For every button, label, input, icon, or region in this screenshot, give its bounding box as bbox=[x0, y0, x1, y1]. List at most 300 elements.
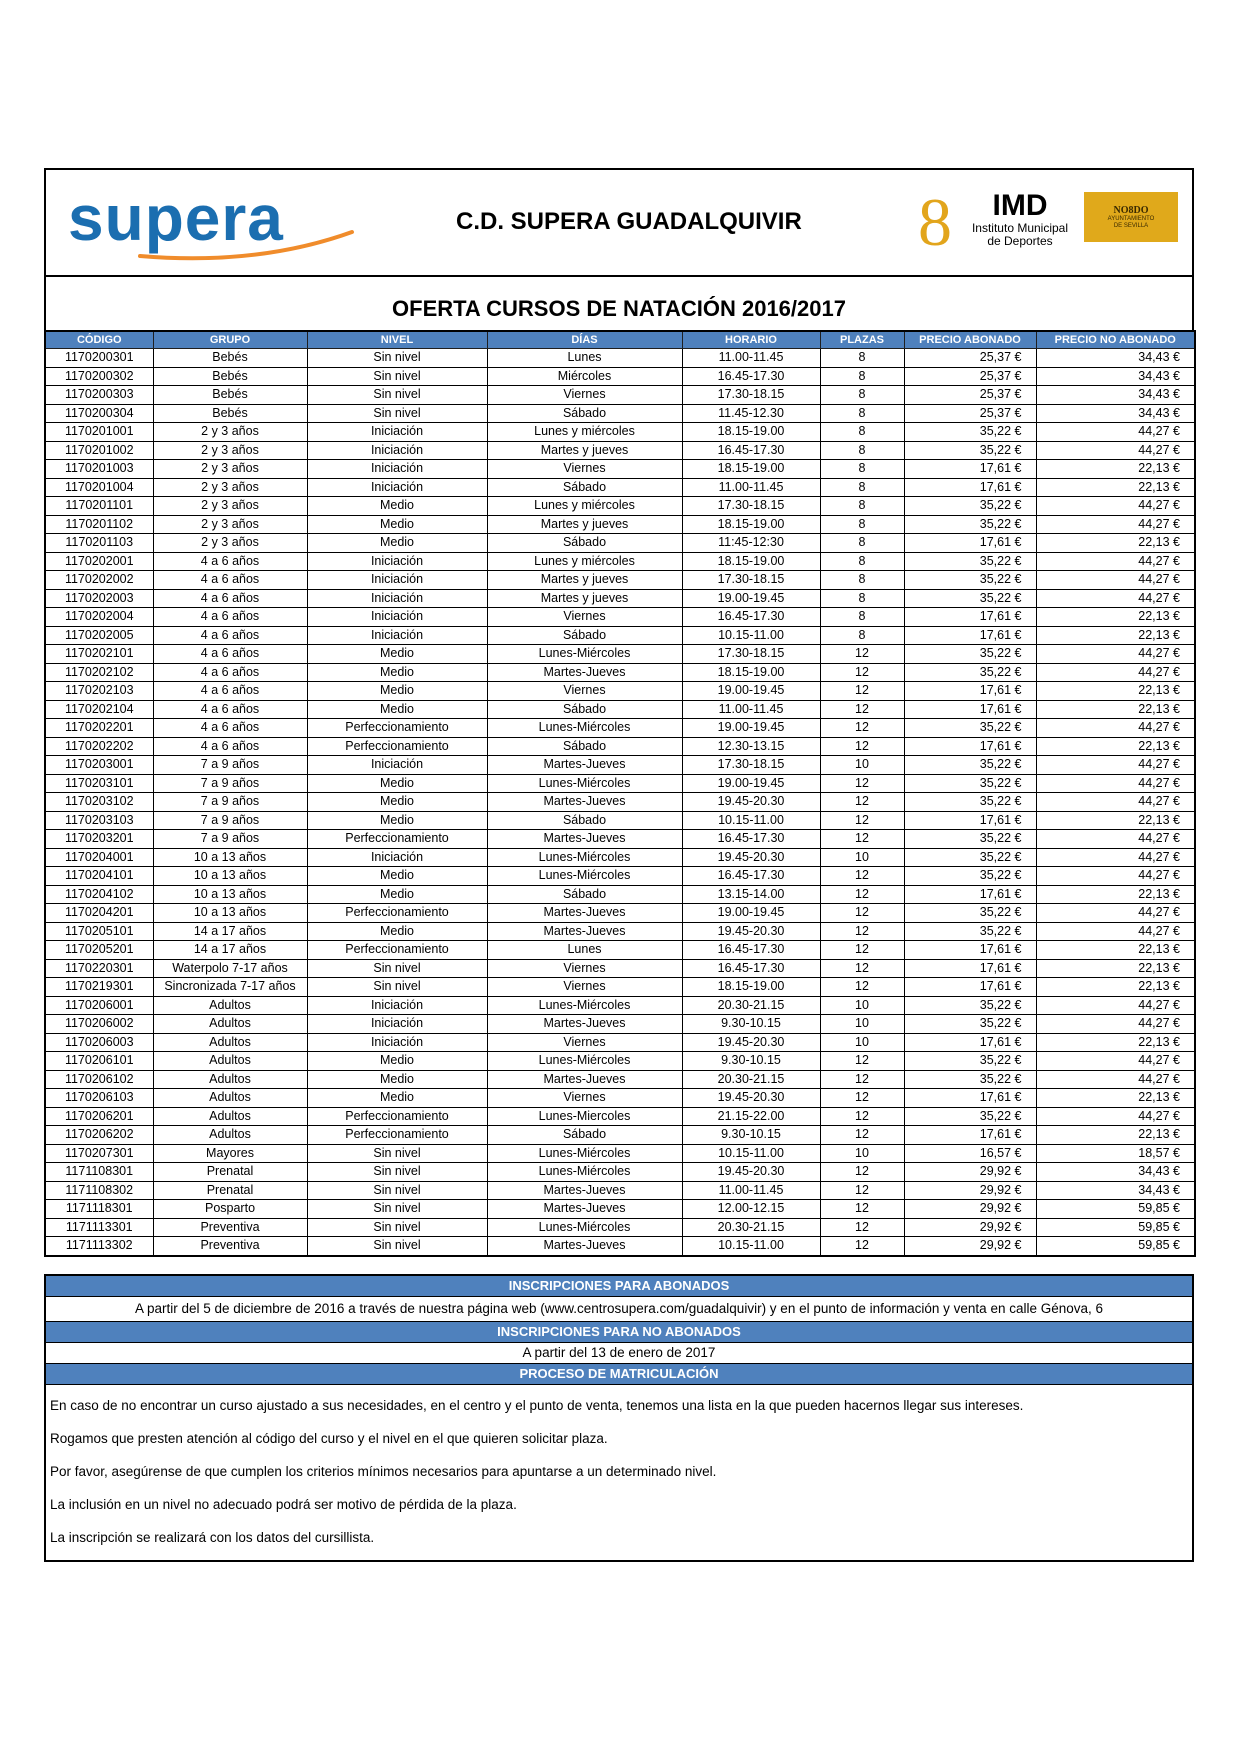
cell-horario: 11.00-11.45 bbox=[682, 349, 820, 368]
cell-horario: 18.15-19.00 bbox=[682, 552, 820, 571]
cell-codigo: 1170202001 bbox=[45, 552, 153, 571]
cell-plazas: 12 bbox=[820, 682, 904, 701]
cell-nivel: Perfeccionamiento bbox=[307, 941, 487, 960]
info-box bbox=[44, 1274, 1194, 1562]
cell-nivel: Medio bbox=[307, 922, 487, 941]
cell-codigo: 1170202104 bbox=[45, 700, 153, 719]
offer-title: OFERTA CURSOS DE NATACIÓN 2016/2017 bbox=[392, 296, 846, 321]
cell-precio-abonado: 29,92 € bbox=[904, 1181, 1036, 1200]
table-row bbox=[45, 1218, 1195, 1237]
imd-logo bbox=[918, 184, 1078, 260]
cell-precio-abonado: 17,61 € bbox=[904, 811, 1036, 830]
cell-plazas: 12 bbox=[820, 811, 904, 830]
cell-codigo: 1171118301 bbox=[45, 1200, 153, 1219]
cell-precio-no-abonado: 44,27 € bbox=[1036, 867, 1195, 886]
cell-codigo: 1170200302 bbox=[45, 367, 153, 386]
cell-codigo: 1170220301 bbox=[45, 959, 153, 978]
table-row bbox=[45, 478, 1195, 497]
cell-nivel: Medio bbox=[307, 497, 487, 516]
cell-grupo: Prenatal bbox=[153, 1181, 307, 1200]
cell-plazas: 12 bbox=[820, 1200, 904, 1219]
cell-codigo: 1170206002 bbox=[45, 1015, 153, 1034]
cell-horario: 9.30-10.15 bbox=[682, 1052, 820, 1071]
cell-grupo: Adultos bbox=[153, 1033, 307, 1052]
cell-grupo: Adultos bbox=[153, 996, 307, 1015]
cell-grupo: 4 a 6 años bbox=[153, 682, 307, 701]
cell-plazas: 8 bbox=[820, 626, 904, 645]
cell-codigo: 1170203102 bbox=[45, 793, 153, 812]
cell-nivel: Sin nivel bbox=[307, 1181, 487, 1200]
cell-codigo: 1170205201 bbox=[45, 941, 153, 960]
cell-nivel: Sin nivel bbox=[307, 959, 487, 978]
cell-dias: Lunes-Miércoles bbox=[487, 1163, 682, 1182]
cell-precio-no-abonado: 22,13 € bbox=[1036, 885, 1195, 904]
cell-nivel: Medio bbox=[307, 1070, 487, 1089]
cell-nivel: Sin nivel bbox=[307, 1218, 487, 1237]
cell-dias: Lunes y miércoles bbox=[487, 423, 682, 442]
abonados-text: A partir del 5 de diciembre de 2016 a través de nuestra página web (www.centrosupera.com/guadalquivir) y en el punto de información y venta en calle Génova, 6 bbox=[46, 1297, 1192, 1322]
cell-precio-abonado: 35,22 € bbox=[904, 423, 1036, 442]
cell-nivel: Medio bbox=[307, 645, 487, 664]
proceso-paragraph: La inscripción se realizará con los datos del cursillista. bbox=[50, 1530, 375, 1545]
cell-dias: Sábado bbox=[487, 626, 682, 645]
cell-precio-no-abonado: 22,13 € bbox=[1036, 608, 1195, 627]
cell-codigo: 1170203101 bbox=[45, 774, 153, 793]
cell-horario: 12.30-13.15 bbox=[682, 737, 820, 756]
abonados-heading: INSCRIPCIONES PARA ABONADOS bbox=[46, 1276, 1192, 1297]
imd-acronym: IMD bbox=[992, 189, 1048, 222]
proceso-paragraph: La inclusión en un nivel no adecuado podrá ser motivo de pérdida de la plaza. bbox=[50, 1497, 517, 1512]
cell-codigo: 1170206102 bbox=[45, 1070, 153, 1089]
cell-precio-abonado: 35,22 € bbox=[904, 996, 1036, 1015]
cell-grupo: 4 a 6 años bbox=[153, 571, 307, 590]
cell-dias: Martes-Jueves bbox=[487, 756, 682, 775]
table-row bbox=[45, 904, 1195, 923]
cell-codigo: 1170202101 bbox=[45, 645, 153, 664]
cell-plazas: 12 bbox=[820, 645, 904, 664]
table-row bbox=[45, 959, 1195, 978]
cell-grupo: Adultos bbox=[153, 1052, 307, 1071]
cell-codigo: 1170202103 bbox=[45, 682, 153, 701]
cell-nivel: Sin nivel bbox=[307, 386, 487, 405]
table-row bbox=[45, 460, 1195, 479]
supera-logo-text: supera bbox=[68, 182, 284, 254]
cell-codigo: 1170202004 bbox=[45, 608, 153, 627]
table-row bbox=[45, 1015, 1195, 1034]
table-row bbox=[45, 349, 1195, 368]
cell-precio-no-abonado: 22,13 € bbox=[1036, 1033, 1195, 1052]
table-row bbox=[45, 1181, 1195, 1200]
cell-plazas: 12 bbox=[820, 885, 904, 904]
cell-grupo: Adultos bbox=[153, 1126, 307, 1145]
cell-dias: Martes y jueves bbox=[487, 571, 682, 590]
cell-nivel: Medio bbox=[307, 1089, 487, 1108]
cell-horario: 10.15-11.00 bbox=[682, 626, 820, 645]
cell-horario: 9.30-10.15 bbox=[682, 1015, 820, 1034]
cell-nivel: Medio bbox=[307, 515, 487, 534]
table-row bbox=[45, 885, 1195, 904]
cell-horario: 16.45-17.30 bbox=[682, 941, 820, 960]
cell-plazas: 8 bbox=[820, 497, 904, 516]
table-row bbox=[45, 811, 1195, 830]
cell-nivel: Iniciación bbox=[307, 589, 487, 608]
cell-horario: 19.00-19.45 bbox=[682, 774, 820, 793]
cell-precio-no-abonado: 44,27 € bbox=[1036, 571, 1195, 590]
cell-precio-no-abonado: 44,27 € bbox=[1036, 922, 1195, 941]
cell-codigo: 1170204201 bbox=[45, 904, 153, 923]
cell-grupo: 2 y 3 años bbox=[153, 478, 307, 497]
cell-dias: Miércoles bbox=[487, 367, 682, 386]
cell-horario: 19.00-19.45 bbox=[682, 904, 820, 923]
col-dias: DÍAS bbox=[487, 331, 682, 349]
cell-precio-abonado: 35,22 € bbox=[904, 571, 1036, 590]
cell-dias: Lunes-Miércoles bbox=[487, 1052, 682, 1071]
table-row bbox=[45, 700, 1195, 719]
cell-dias: Viernes bbox=[487, 608, 682, 627]
cell-precio-abonado: 35,22 € bbox=[904, 774, 1036, 793]
ayto-line-1: AYUNTAMIENTO bbox=[1107, 215, 1155, 222]
cell-horario: 17.30-18.15 bbox=[682, 386, 820, 405]
cell-precio-abonado: 35,22 € bbox=[904, 645, 1036, 664]
cell-horario: 18.15-19.00 bbox=[682, 978, 820, 997]
cell-precio-no-abonado: 44,27 € bbox=[1036, 1107, 1195, 1126]
cell-precio-abonado: 29,92 € bbox=[904, 1237, 1036, 1256]
cell-codigo: 1170202201 bbox=[45, 719, 153, 738]
cell-codigo: 1170207301 bbox=[45, 1144, 153, 1163]
cell-horario: 19.00-19.45 bbox=[682, 589, 820, 608]
cell-precio-no-abonado: 59,85 € bbox=[1036, 1200, 1195, 1219]
table-row bbox=[45, 719, 1195, 738]
cell-nivel: Perfeccionamiento bbox=[307, 830, 487, 849]
cell-horario: 18.15-19.00 bbox=[682, 663, 820, 682]
cell-nivel: Perfeccionamiento bbox=[307, 1126, 487, 1145]
cell-codigo: 1170205101 bbox=[45, 922, 153, 941]
cell-codigo: 1170206201 bbox=[45, 1107, 153, 1126]
cell-precio-abonado: 35,22 € bbox=[904, 663, 1036, 682]
cell-plazas: 12 bbox=[820, 978, 904, 997]
cell-horario: 16.45-17.30 bbox=[682, 867, 820, 886]
proceso-heading: PROCESO DE MATRICULACIÓN bbox=[46, 1364, 1192, 1385]
cell-precio-no-abonado: 44,27 € bbox=[1036, 1070, 1195, 1089]
cell-dias: Martes-Jueves bbox=[487, 1015, 682, 1034]
cell-precio-abonado: 35,22 € bbox=[904, 848, 1036, 867]
cell-precio-abonado: 25,37 € bbox=[904, 404, 1036, 423]
cell-dias: Viernes bbox=[487, 959, 682, 978]
cell-grupo: 10 a 13 años bbox=[153, 867, 307, 886]
cell-grupo: 14 a 17 años bbox=[153, 941, 307, 960]
cell-dias: Viernes bbox=[487, 1089, 682, 1108]
cell-horario: 17.30-18.15 bbox=[682, 756, 820, 775]
cell-precio-no-abonado: 44,27 € bbox=[1036, 756, 1195, 775]
cell-horario: 16.45-17.30 bbox=[682, 441, 820, 460]
cell-plazas: 10 bbox=[820, 1033, 904, 1052]
table-row bbox=[45, 1237, 1195, 1256]
cell-precio-no-abonado: 44,27 € bbox=[1036, 497, 1195, 516]
cell-nivel: Medio bbox=[307, 885, 487, 904]
cell-horario: 19.45-20.30 bbox=[682, 848, 820, 867]
cell-grupo: 2 y 3 años bbox=[153, 534, 307, 553]
cell-nivel: Medio bbox=[307, 534, 487, 553]
cell-nivel: Iniciación bbox=[307, 1033, 487, 1052]
cell-dias: Martes-Jueves bbox=[487, 904, 682, 923]
cell-horario: 17.30-18.15 bbox=[682, 645, 820, 664]
cell-precio-abonado: 35,22 € bbox=[904, 867, 1036, 886]
cell-grupo: 7 a 9 años bbox=[153, 830, 307, 849]
cell-codigo: 1170206001 bbox=[45, 996, 153, 1015]
cell-plazas: 10 bbox=[820, 996, 904, 1015]
document-header bbox=[44, 168, 1194, 276]
cell-precio-no-abonado: 44,27 € bbox=[1036, 1052, 1195, 1071]
cell-precio-no-abonado: 18,57 € bbox=[1036, 1144, 1195, 1163]
cell-dias: Lunes y miércoles bbox=[487, 497, 682, 516]
table-row bbox=[45, 756, 1195, 775]
table-row bbox=[45, 867, 1195, 886]
cell-horario: 16.45-17.30 bbox=[682, 608, 820, 627]
cell-grupo: 4 a 6 años bbox=[153, 663, 307, 682]
table-row bbox=[45, 645, 1195, 664]
offer-title-box bbox=[44, 275, 1194, 331]
cell-nivel: Iniciación bbox=[307, 996, 487, 1015]
cell-precio-no-abonado: 22,13 € bbox=[1036, 478, 1195, 497]
cell-plazas: 8 bbox=[820, 386, 904, 405]
cell-codigo: 1170201001 bbox=[45, 423, 153, 442]
cell-horario: 11.00-11.45 bbox=[682, 1181, 820, 1200]
cell-precio-abonado: 35,22 € bbox=[904, 1107, 1036, 1126]
cell-codigo: 1170202003 bbox=[45, 589, 153, 608]
cell-nivel: Iniciación bbox=[307, 608, 487, 627]
cell-horario: 16.45-17.30 bbox=[682, 367, 820, 386]
cell-dias: Sábado bbox=[487, 478, 682, 497]
table-row bbox=[45, 608, 1195, 627]
table-row bbox=[45, 737, 1195, 756]
cell-precio-abonado: 17,61 € bbox=[904, 534, 1036, 553]
cell-horario: 20.30-21.15 bbox=[682, 1070, 820, 1089]
cell-horario: 11.00-11.45 bbox=[682, 700, 820, 719]
cell-grupo: 2 y 3 años bbox=[153, 423, 307, 442]
cell-precio-no-abonado: 44,27 € bbox=[1036, 830, 1195, 849]
cell-dias: Lunes y miércoles bbox=[487, 552, 682, 571]
cell-precio-no-abonado: 22,13 € bbox=[1036, 460, 1195, 479]
cell-nivel: Iniciación bbox=[307, 423, 487, 442]
table-row bbox=[45, 978, 1195, 997]
cell-nivel: Medio bbox=[307, 774, 487, 793]
cell-nivel: Medio bbox=[307, 663, 487, 682]
cell-codigo: 1170201102 bbox=[45, 515, 153, 534]
cell-nivel: Medio bbox=[307, 682, 487, 701]
cell-codigo: 1170206101 bbox=[45, 1052, 153, 1071]
table-row bbox=[45, 774, 1195, 793]
cell-precio-no-abonado: 34,43 € bbox=[1036, 1181, 1195, 1200]
cell-precio-no-abonado: 22,13 € bbox=[1036, 941, 1195, 960]
cell-plazas: 10 bbox=[820, 756, 904, 775]
cell-dias: Lunes-Miércoles bbox=[487, 645, 682, 664]
table-row bbox=[45, 793, 1195, 812]
cell-horario: 20.30-21.15 bbox=[682, 996, 820, 1015]
table-row bbox=[45, 367, 1195, 386]
col-grupo: GRUPO bbox=[153, 331, 307, 349]
table-row bbox=[45, 423, 1195, 442]
cell-horario: 17.30-18.15 bbox=[682, 571, 820, 590]
cell-precio-abonado: 16,57 € bbox=[904, 1144, 1036, 1163]
cell-precio-no-abonado: 22,13 € bbox=[1036, 682, 1195, 701]
cell-dias: Martes y jueves bbox=[487, 441, 682, 460]
cell-horario: 18.15-19.00 bbox=[682, 460, 820, 479]
cell-grupo: 2 y 3 años bbox=[153, 497, 307, 516]
cell-codigo: 1170204102 bbox=[45, 885, 153, 904]
cell-precio-abonado: 17,61 € bbox=[904, 978, 1036, 997]
table-row bbox=[45, 1052, 1195, 1071]
cell-dias: Viernes bbox=[487, 386, 682, 405]
cell-precio-no-abonado: 22,13 € bbox=[1036, 1126, 1195, 1145]
cell-plazas: 12 bbox=[820, 941, 904, 960]
cell-dias: Lunes-Miércoles bbox=[487, 1144, 682, 1163]
cell-precio-no-abonado: 22,13 € bbox=[1036, 811, 1195, 830]
cell-codigo: 1170201002 bbox=[45, 441, 153, 460]
cell-nivel: Sin nivel bbox=[307, 1200, 487, 1219]
cell-precio-abonado: 35,22 € bbox=[904, 793, 1036, 812]
cell-dias: Martes y jueves bbox=[487, 589, 682, 608]
cell-nivel: Perfeccionamiento bbox=[307, 904, 487, 923]
cell-precio-abonado: 35,22 € bbox=[904, 497, 1036, 516]
cell-grupo: 2 y 3 años bbox=[153, 515, 307, 534]
cell-dias: Lunes-Miércoles bbox=[487, 867, 682, 886]
table-row bbox=[45, 534, 1195, 553]
table-header-row bbox=[45, 331, 1195, 349]
table-row bbox=[45, 1089, 1195, 1108]
table-row bbox=[45, 626, 1195, 645]
cell-horario: 9.30-10.15 bbox=[682, 1126, 820, 1145]
cell-nivel: Sin nivel bbox=[307, 1163, 487, 1182]
cell-dias: Lunes-Miércoles bbox=[487, 848, 682, 867]
no8do-mark: NO8DO bbox=[1113, 204, 1149, 216]
cell-grupo: Bebés bbox=[153, 367, 307, 386]
courses-table bbox=[44, 330, 1196, 1257]
table-row bbox=[45, 1126, 1195, 1145]
cell-grupo: 7 a 9 años bbox=[153, 793, 307, 812]
cell-horario: 21.15-22.00 bbox=[682, 1107, 820, 1126]
table-row bbox=[45, 515, 1195, 534]
cell-dias: Lunes-Miércoles bbox=[487, 996, 682, 1015]
cell-plazas: 10 bbox=[820, 1144, 904, 1163]
cell-plazas: 8 bbox=[820, 423, 904, 442]
cell-codigo: 1170206003 bbox=[45, 1033, 153, 1052]
cell-codigo: 1171113302 bbox=[45, 1237, 153, 1256]
cell-plazas: 8 bbox=[820, 589, 904, 608]
no-abonados-heading: INSCRIPCIONES PARA NO ABONADOS bbox=[46, 1322, 1192, 1343]
cell-precio-no-abonado: 34,43 € bbox=[1036, 367, 1195, 386]
cell-plazas: 8 bbox=[820, 460, 904, 479]
cell-codigo: 1170204101 bbox=[45, 867, 153, 886]
cell-precio-no-abonado: 22,13 € bbox=[1036, 700, 1195, 719]
cell-plazas: 12 bbox=[820, 700, 904, 719]
cell-plazas: 12 bbox=[820, 867, 904, 886]
cell-plazas: 8 bbox=[820, 478, 904, 497]
cell-grupo: Waterpolo 7-17 años bbox=[153, 959, 307, 978]
cell-dias: Viernes bbox=[487, 1033, 682, 1052]
cell-horario: 10.15-11.00 bbox=[682, 1237, 820, 1256]
cell-nivel: Iniciación bbox=[307, 460, 487, 479]
cell-codigo: 1170204001 bbox=[45, 848, 153, 867]
cell-plazas: 8 bbox=[820, 367, 904, 386]
cell-precio-abonado: 17,61 € bbox=[904, 700, 1036, 719]
imd-subtitle-1: Instituto Municipal bbox=[971, 221, 1069, 235]
col-horario: HORARIO bbox=[682, 331, 820, 349]
cell-precio-abonado: 29,92 € bbox=[904, 1218, 1036, 1237]
imd-subtitle-2: de Deportes bbox=[987, 234, 1053, 248]
cell-precio-abonado: 17,61 € bbox=[904, 478, 1036, 497]
cell-precio-abonado: 25,37 € bbox=[904, 349, 1036, 368]
cell-precio-no-abonado: 22,13 € bbox=[1036, 959, 1195, 978]
cell-dias: Martes-Jueves bbox=[487, 922, 682, 941]
table-row bbox=[45, 589, 1195, 608]
cell-precio-no-abonado: 44,27 € bbox=[1036, 441, 1195, 460]
cell-dias: Sábado bbox=[487, 404, 682, 423]
swoosh-icon bbox=[138, 228, 358, 262]
cell-horario: 18.15-19.00 bbox=[682, 515, 820, 534]
cell-grupo: 10 a 13 años bbox=[153, 904, 307, 923]
col-precio-abonado: PRECIO ABONADO bbox=[904, 331, 1036, 349]
cell-horario: 11:45-12:30 bbox=[682, 534, 820, 553]
proceso-paragraphs bbox=[46, 1385, 1192, 1560]
table-row bbox=[45, 404, 1195, 423]
cell-horario: 11.00-11.45 bbox=[682, 478, 820, 497]
cell-dias: Martes-Jueves bbox=[487, 1200, 682, 1219]
cell-grupo: 10 a 13 años bbox=[153, 885, 307, 904]
cell-plazas: 12 bbox=[820, 1163, 904, 1182]
cell-plazas: 12 bbox=[820, 1107, 904, 1126]
cell-precio-no-abonado: 22,13 € bbox=[1036, 534, 1195, 553]
cell-precio-no-abonado: 44,27 € bbox=[1036, 848, 1195, 867]
proceso-paragraph: En caso de no encontrar un curso ajustado a sus necesidades, en el centro y el punto de venta, tenemos una lista en la que pueden hacernos llegar sus intereses. bbox=[50, 1398, 1024, 1413]
cell-horario: 19.00-19.45 bbox=[682, 719, 820, 738]
cell-dias: Sábado bbox=[487, 534, 682, 553]
cell-codigo: 1170203201 bbox=[45, 830, 153, 849]
cell-grupo: Bebés bbox=[153, 349, 307, 368]
cell-nivel: Iniciación bbox=[307, 848, 487, 867]
cell-precio-abonado: 35,22 € bbox=[904, 756, 1036, 775]
cell-plazas: 8 bbox=[820, 534, 904, 553]
cell-horario: 19.45-20.30 bbox=[682, 1163, 820, 1182]
cell-precio-no-abonado: 44,27 € bbox=[1036, 423, 1195, 442]
cell-precio-no-abonado: 22,13 € bbox=[1036, 978, 1195, 997]
cell-plazas: 8 bbox=[820, 608, 904, 627]
cell-codigo: 1171108302 bbox=[45, 1181, 153, 1200]
cell-precio-abonado: 35,22 € bbox=[904, 1070, 1036, 1089]
cell-horario: 18.15-19.00 bbox=[682, 423, 820, 442]
cell-dias: Lunes bbox=[487, 349, 682, 368]
cell-nivel: Iniciación bbox=[307, 441, 487, 460]
cell-codigo: 1170201103 bbox=[45, 534, 153, 553]
cell-plazas: 8 bbox=[820, 552, 904, 571]
cell-precio-no-abonado: 44,27 € bbox=[1036, 793, 1195, 812]
cell-nivel: Sin nivel bbox=[307, 349, 487, 368]
cell-nivel: Sin nivel bbox=[307, 1144, 487, 1163]
cell-precio-abonado: 29,92 € bbox=[904, 1200, 1036, 1219]
table-row bbox=[45, 830, 1195, 849]
cell-nivel: Sin nivel bbox=[307, 404, 487, 423]
cell-grupo: 4 a 6 años bbox=[153, 700, 307, 719]
cell-plazas: 12 bbox=[820, 1052, 904, 1071]
cell-dias: Sábado bbox=[487, 1126, 682, 1145]
cell-horario: 20.30-21.15 bbox=[682, 1218, 820, 1237]
cell-plazas: 12 bbox=[820, 904, 904, 923]
cell-plazas: 12 bbox=[820, 1237, 904, 1256]
cell-precio-abonado: 17,61 € bbox=[904, 626, 1036, 645]
cell-horario: 19.45-20.30 bbox=[682, 1033, 820, 1052]
table-row bbox=[45, 848, 1195, 867]
table-row bbox=[45, 441, 1195, 460]
cell-precio-abonado: 35,22 € bbox=[904, 922, 1036, 941]
